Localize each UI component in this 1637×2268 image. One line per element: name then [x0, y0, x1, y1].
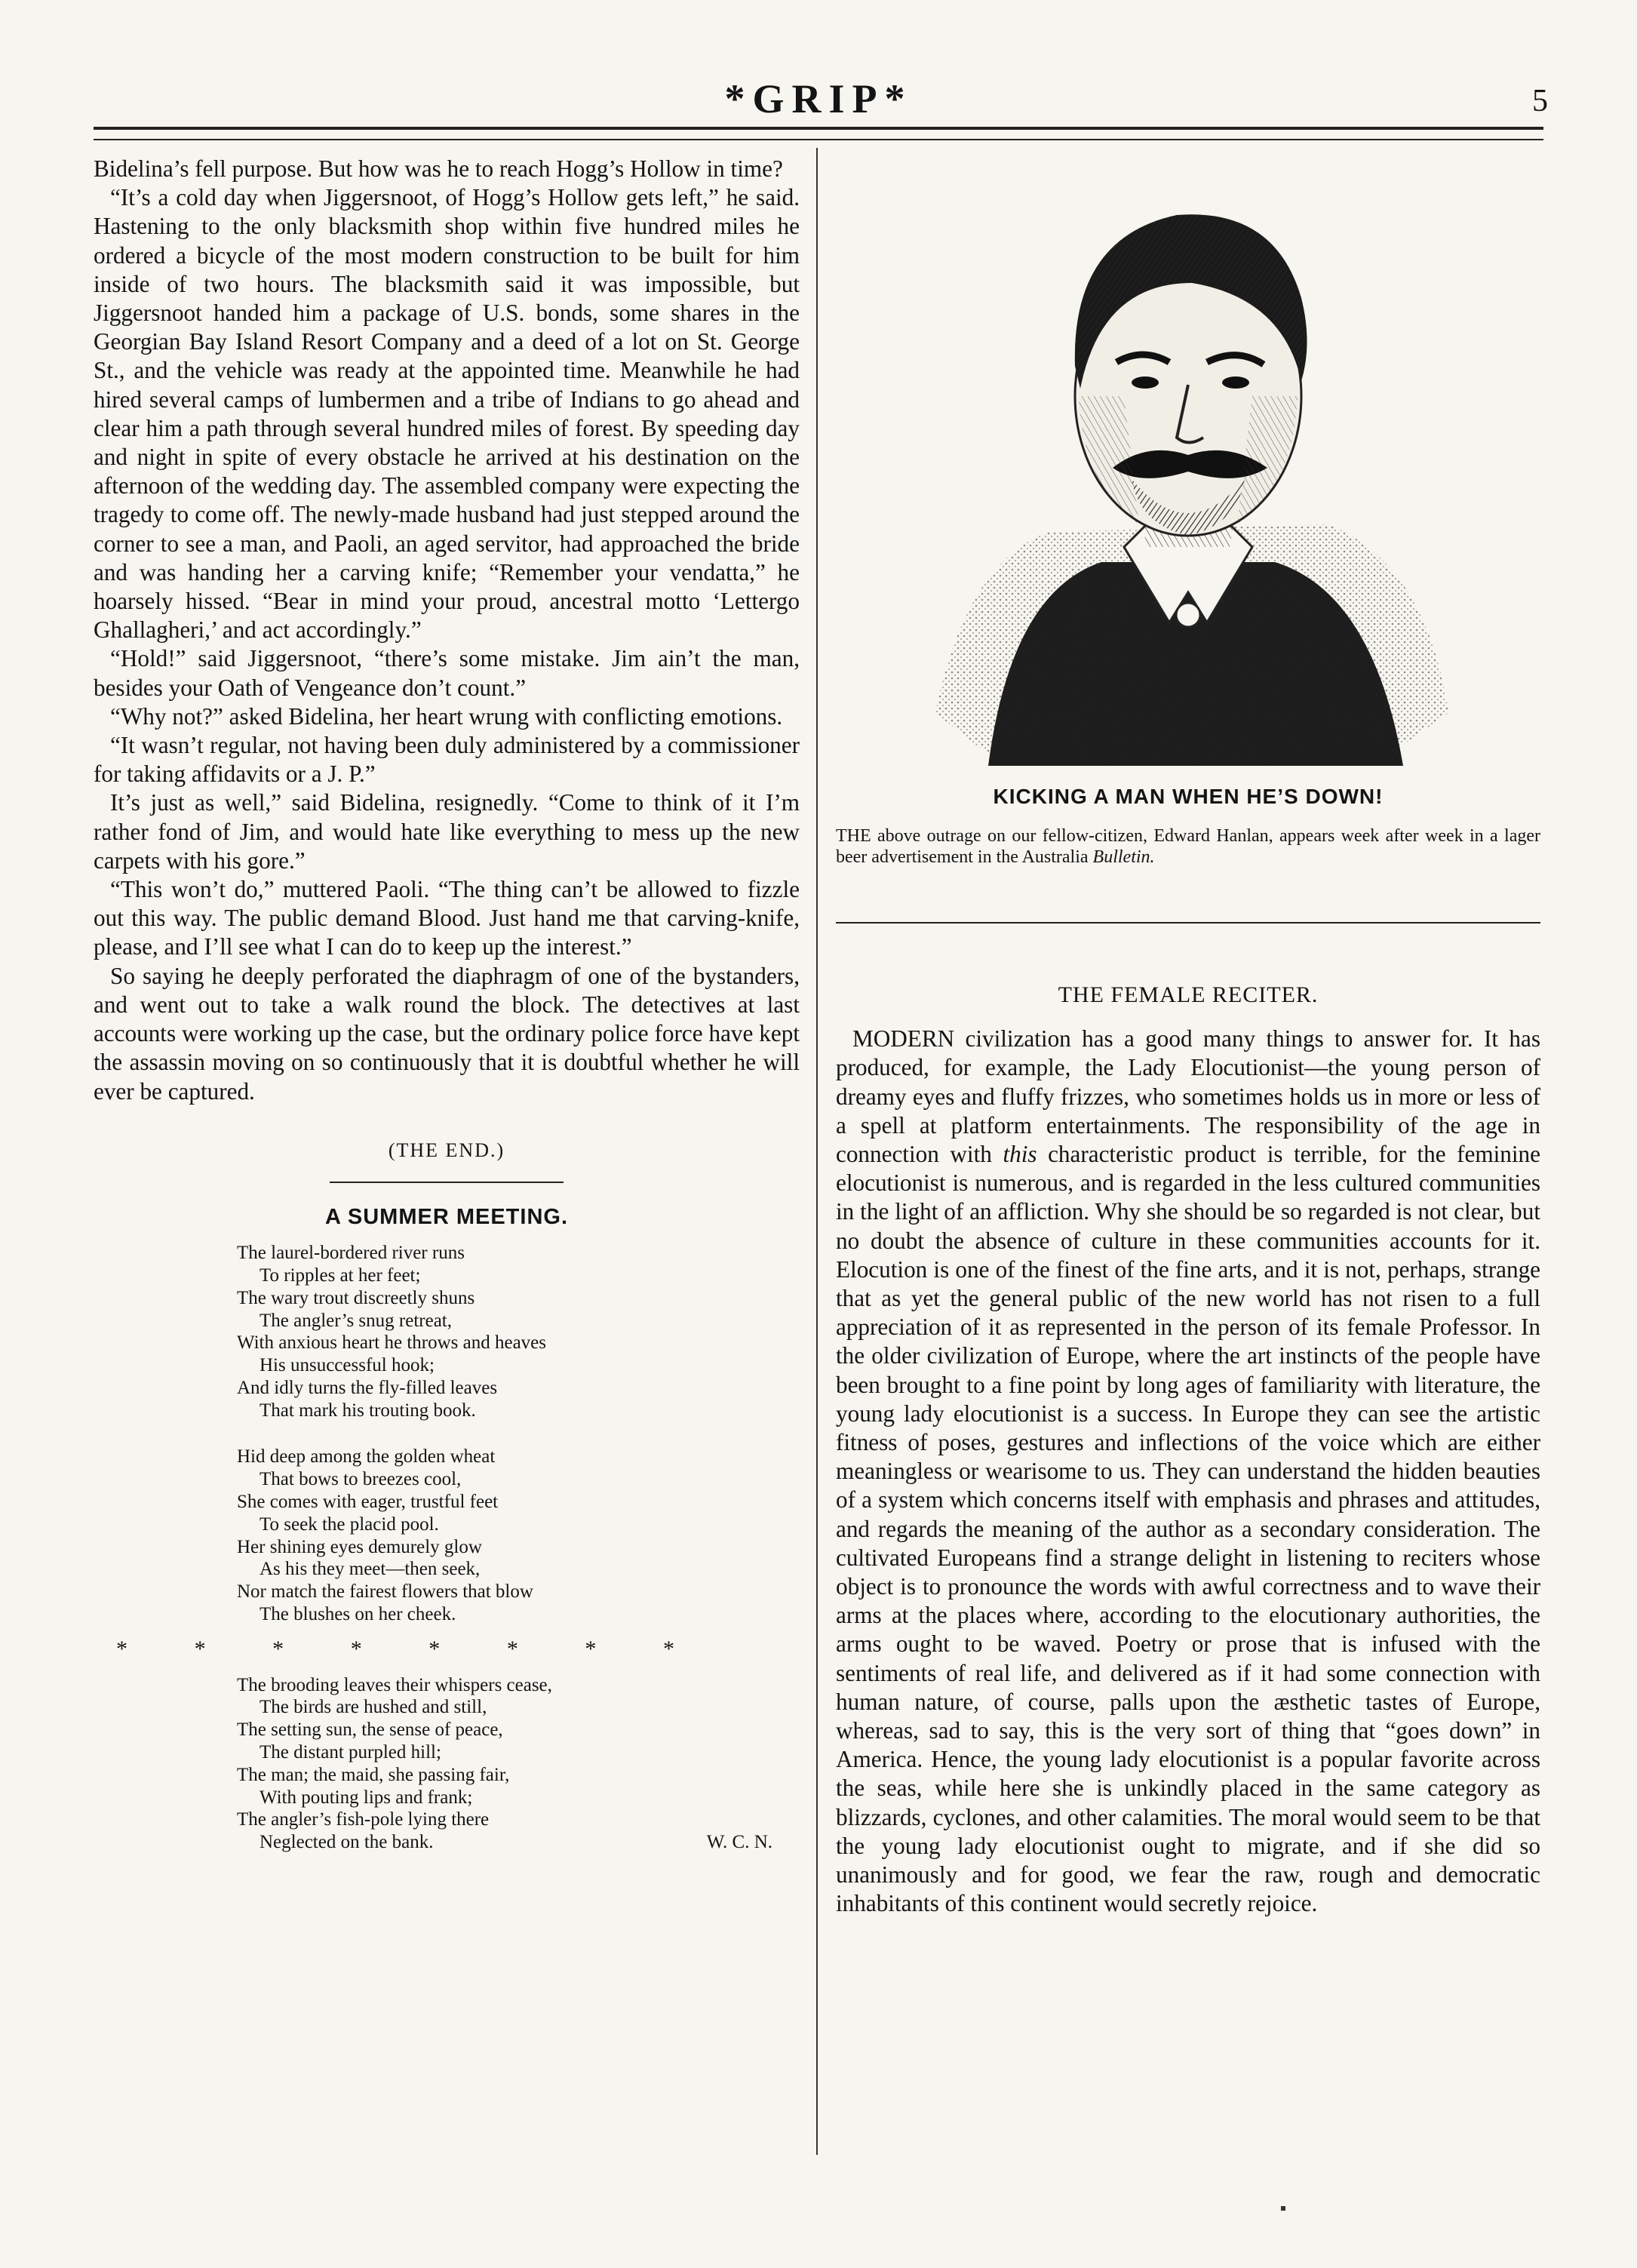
- article-text: civilization has a good many things to answer for. It has produced, for example, the Lady Elocutionist—the young person of dreamy eyes and fluffy frizzes, who sometimes holds us in more or less of a spell at platform entertainments. The responsibility of the age in connection with: [836, 1025, 1540, 1168]
- story-paragraph: “It’s a cold day when Jiggersnoot, of Hogg’s Hollow gets left,” he said. Hastening to the only blacksmith shop within five hundred miles he ordered a bicycle of the most modern construction to be built for him inside of two hours. The blacksmith said it was impossible, but Jiggersnoot handed him a package of U.S. bonds, some shares in the Georgian Bay Island Resort Company and a deed of a lot on St. George St., and the vehicle was ready at the appointed time. Meanwhile he had hired several camps of lumbermen and a tribe of Indians to go ahead and clear him a path through several hundred miles of forest. By speeding day and night in spite of every obstacle he arrived at his destination on the afternoon of the wedding day. The assembled company were expecting the tragedy to come off. The newly-made husband had just stepped around the corner to see a man, and Paoli, an aged servitor, had approached the bride and was handing her a carving knife; “Remember your vendatta,” he hoarsely hissed. “Bear in mind your proud, ancestral motto ‘Lettergo Ghallagheri,’ and act accordingly.”: [94, 184, 800, 644]
- poem-line: Neglected on the bank.: [260, 1832, 434, 1853]
- left-column: [94, 155, 800, 1854]
- poem-line: As his they meet—then seek,: [260, 1559, 481, 1580]
- printer-mark: [1281, 2206, 1285, 2211]
- story-paragraph: Bidelina’s fell purpose. But how was he to reach Hogg’s Hollow in time?: [94, 155, 783, 182]
- poem-line: The setting sun, the sense of peace,: [237, 1719, 503, 1741]
- portrait-engraving: [920, 170, 1456, 766]
- poem-line: The blushes on her cheek.: [260, 1604, 456, 1625]
- right-eye: [1222, 376, 1249, 389]
- section-rule: [836, 922, 1540, 923]
- poem-final-line: [237, 1831, 772, 1854]
- poem-line: The angler’s fish-pole lying there: [237, 1809, 490, 1830]
- article-title: THE FEMALE RECITER.: [1058, 982, 1319, 1007]
- poem-line: The birds are hushed and still,: [260, 1697, 487, 1718]
- poem-line: To seek the placid pool.: [260, 1514, 439, 1535]
- poem-line: The distant purpled hill;: [260, 1742, 441, 1763]
- poem-line: With pouting lips and frank;: [260, 1787, 473, 1808]
- article-paragraph: [836, 1025, 1540, 1918]
- story-paragraph: “Why not?” asked Bidelina, her heart wrung with conflicting emotions.: [110, 702, 783, 730]
- star: *: [272, 1636, 284, 1661]
- poem-line: The wary trout discreetly shuns: [237, 1287, 475, 1308]
- caption-publication: Bulletin.: [1092, 847, 1155, 867]
- poem-line: The brooding leaves their whispers cease,: [237, 1674, 552, 1695]
- poem-line: Nor match the fairest flowers that blow: [237, 1581, 533, 1603]
- story-paragraph: It’s just as well,” said Bidelina, resignedly. “Come to think of it I’m rather fond of Jim, and would hate like everything to mess up the new carpets with his gore.”: [94, 789, 800, 874]
- star: *: [116, 1636, 127, 1661]
- poem-line: She comes with eager, trustful feet: [237, 1492, 499, 1513]
- stanza-gap: [237, 1421, 800, 1446]
- poem-line: With anxious heart he throws and heaves: [237, 1332, 546, 1354]
- poem-line: To ripples at her feet;: [260, 1265, 421, 1286]
- publication-title: *GRIP*: [724, 76, 913, 121]
- star: *: [350, 1636, 362, 1661]
- poem-line: The angler’s snug retreat,: [260, 1310, 452, 1331]
- poem-line: Hid deep among the golden wheat: [237, 1446, 496, 1467]
- column-divider: [816, 148, 818, 2155]
- article-lead-word: MODERN: [852, 1025, 955, 1053]
- asterism: [116, 1638, 674, 1661]
- poem-line: His unsuccessful hook;: [260, 1355, 435, 1376]
- section-rule: [330, 1182, 564, 1183]
- right-column: [836, 981, 1540, 1919]
- star: *: [194, 1636, 206, 1661]
- star: *: [662, 1636, 674, 1661]
- tie-pin: [1176, 603, 1200, 627]
- portrait-caption: [836, 825, 1540, 868]
- poem-line: That bows to breezes cool,: [260, 1469, 462, 1490]
- poem-line: And idly turns the fly-filled leaves: [237, 1377, 498, 1398]
- poem-line: That mark his trouting book.: [260, 1400, 476, 1421]
- star: *: [506, 1636, 518, 1661]
- portrait-caption-title: KICKING A MAN WHEN HE’S DOWN!: [993, 785, 1384, 808]
- header-rule: [94, 127, 1543, 140]
- article-text: characteristic product is terrible, for the feminine elocutionist is numerous, and is regarded in the less cultured communities in the light of an affliction. Why she should be so regarded is not clear, but no doubt the absence of culture in these communities accounts for it. Elocution is one of the finest of the fine arts, and it is not, perhaps, strange that as yet the general public of the new world has not risen to a full appreciation of it as represented in the person of its female Professor. In the older civilization of Europe, where the art instincts of the people have been brought to a fine point by long ages of familiarity with literature, the young lady elocutionist is a success. In Europe they can see the artistic fitness of poses, gestures and inflections of the voice which are either meaningless or wearisome to us. They can understand the hidden beauties of a system which concerns itself with emphasis and phrases and attitudes, and regards the meaning of the author as a secondary consideration. The cultivated Europeans find a strange delight in listening to reciters whose object is to pronounce the words with awful correctness and to wave their arms at the places where, according to the elocutionary authorities, the arms ought to be waved. Poetry or prose that is infused with the sentiments of real life, and delivered as if it had some connection with human nature, of course, palls upon the æsthetic tastes of Europe, whereas, sad to say, this is the very sort of thing that “goes down” in America. Hence, the young lady elocutionist is a popular favorite across the seas, while here she is unkindly placed in the same category as blizzards, cyclones, and other calamities. The moral would seem to be that the young lady elocutionist ought to migrate, and if she did so unanimously and for good, we fear the raw, rough and democratic inhabitants of this continent would secretly rejoice.: [836, 1141, 1540, 1917]
- poem-line: The laurel-bordered river runs: [237, 1243, 465, 1264]
- caption-text: above outrage on our fellow-citizen, Edward Hanlan, appears week after week in a lager beer advertisement in the Australia: [836, 826, 1540, 867]
- story-paragraph: “Hold!” said Jiggersnoot, “there’s some mistake. Jim ain’t the man, besides your Oath of Vengeance don’t count.”: [94, 645, 800, 701]
- story-paragraph: “It wasn’t regular, not having been duly administered by a commissioner for taking affidavits or a J. P.”: [94, 732, 800, 788]
- story-paragraph: So saying he deeply perforated the diaphragm of one of the bystanders, and went out to take a walk round the block. The detectives at last accounts were working up the case, but the ordinary police force have kept the assassin moving on so continuously that it is doubtful whether he will ever be captured.: [94, 962, 800, 1105]
- poem-signature: W. C. N.: [706, 1832, 772, 1853]
- story-paragraph: “This won’t do,” muttered Paoli. “The thing can’t be allowed to fizzle out this way. The public demand Blood. Just hand me that carving-knife, please, and I’ll see what I can do to keep up the interest.”: [94, 876, 800, 960]
- end-marker: (THE END.): [388, 1139, 505, 1161]
- poem-line: Her shining eyes demurely glow: [237, 1536, 482, 1557]
- poem-title: A SUMMER MEETING.: [324, 1204, 569, 1229]
- poem-line: The man; the maid, she passing fair,: [237, 1764, 510, 1785]
- poem: [116, 1242, 800, 1854]
- star: *: [428, 1636, 441, 1661]
- star: *: [585, 1636, 597, 1661]
- masthead: [0, 75, 1637, 128]
- article-emphasis: this: [1003, 1141, 1037, 1168]
- page-number: 5: [1532, 84, 1548, 118]
- caption-lead: THE: [836, 826, 871, 846]
- left-eye: [1132, 376, 1159, 389]
